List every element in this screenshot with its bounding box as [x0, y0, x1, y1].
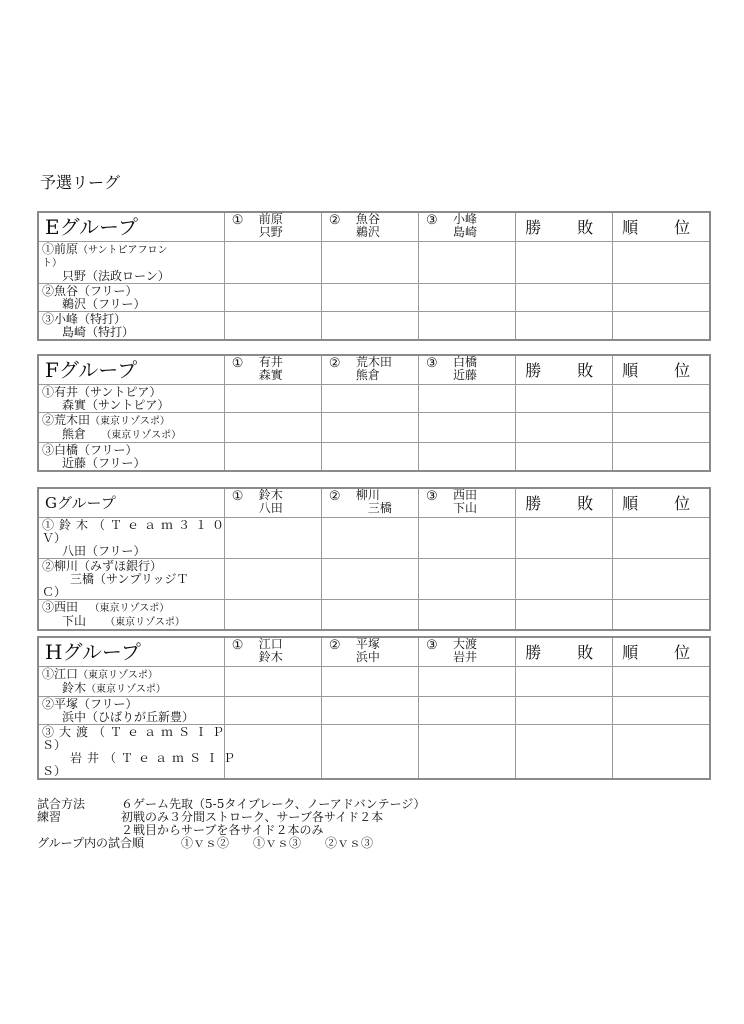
group-e-opponent-1 [224, 212, 321, 242]
score-cell[interactable] [224, 385, 321, 413]
opponent-name-1: 西田 [453, 488, 478, 502]
score-cell[interactable] [224, 559, 321, 600]
group-f-header-row [38, 355, 710, 385]
player-name: ②荒木田 [42, 413, 91, 427]
opponent-name-1: 平塚 [355, 637, 380, 651]
opponent-name-2: 下山 [453, 501, 478, 515]
match-method-label: 試合方法 [37, 797, 86, 811]
player-line: Ｃ） [42, 585, 67, 599]
score-cell[interactable] [613, 413, 710, 443]
player-line: 只野（法政ローン） [62, 269, 170, 283]
player-row [38, 518, 710, 559]
opponent-name-1: 大渡 [453, 637, 478, 651]
score-cell[interactable] [224, 242, 321, 284]
rank-header: 順 位 [613, 488, 710, 518]
rules-notes [37, 798, 425, 850]
score-cell[interactable] [224, 443, 321, 472]
opponent-name-2: 岩井 [453, 650, 478, 664]
player-line [42, 428, 222, 442]
score-cell[interactable] [516, 559, 613, 600]
score-cell[interactable] [516, 600, 613, 631]
score-cell[interactable] [516, 413, 613, 443]
score-cell[interactable] [419, 600, 516, 631]
group-h-name: Hグループ [38, 637, 224, 667]
group-e-opponent-3 [419, 212, 516, 242]
player-cell [38, 242, 224, 284]
player-line: ①有井（サントピア） [42, 385, 162, 399]
opponent-number: ① [231, 356, 244, 371]
player-club: （東京リゾスポ） [105, 617, 185, 628]
opponent-number: ② [328, 638, 341, 653]
group-g-header-row [38, 488, 710, 518]
opponent-name-1: 鈴木 [258, 488, 283, 502]
opponent-name-1: 有井 [258, 355, 283, 369]
score-cell[interactable] [224, 600, 321, 631]
wins-losses-header: 勝 敗 [516, 637, 613, 667]
player-line: 鵜沢（フリー） [62, 297, 146, 311]
wins-losses-header: 勝 敗 [516, 488, 613, 518]
practice-value: 初戦のみ３分間ストローク、サーブ各サイド２本 [121, 810, 384, 824]
player-line: ②平塚（フリー） [42, 697, 138, 711]
player-line: ③小峰（特打） [42, 312, 127, 326]
group-e-header-row [38, 212, 710, 242]
player-name: 熊倉 [62, 427, 87, 441]
group-g-opponent-1 [224, 488, 321, 518]
rank-header: 順 位 [613, 212, 710, 242]
group-h-header-row [38, 637, 710, 667]
score-cell[interactable] [613, 518, 710, 559]
score-cell[interactable] [613, 443, 710, 472]
score-cell[interactable] [613, 312, 710, 341]
group-e-name: Eグループ [38, 212, 224, 242]
player-cell [38, 725, 241, 780]
player-cell [38, 518, 230, 559]
player-row [38, 312, 710, 341]
player-line: ①鈴木（Ｔｅａｍ３１０ [42, 518, 230, 532]
score-cell[interactable] [321, 725, 418, 780]
score-cell[interactable] [321, 559, 418, 600]
opponent-number: ② [328, 213, 341, 228]
score-cell[interactable] [224, 518, 321, 559]
rank-header: 順 位 [613, 355, 710, 385]
player-club: （東京リゾスポ） [101, 430, 182, 441]
score-cell[interactable] [224, 413, 321, 443]
player-line: ①前原（サントピアフロン [42, 242, 168, 256]
score-cell[interactable] [613, 725, 710, 780]
score-cell[interactable] [321, 242, 418, 284]
group-f-table [37, 354, 711, 472]
player-line: ②魚谷（フリー） [42, 284, 138, 298]
group-h-opponent-1 [224, 637, 321, 667]
opponent-name-2: 只野 [258, 225, 283, 239]
player-line [42, 601, 222, 615]
practice-value-2: ２戦目からサーブを各サイド２本のみ [121, 823, 324, 837]
page-title: 予選リーグ [40, 173, 121, 192]
group-e-opponent-2 [321, 212, 418, 242]
score-cell[interactable] [321, 697, 418, 725]
score-cell[interactable] [321, 600, 418, 631]
player-cell [38, 600, 224, 631]
score-cell[interactable] [613, 242, 710, 284]
player-row [38, 697, 710, 725]
player-line: 島崎（特打） [62, 325, 135, 339]
wins-losses-header: 勝 敗 [516, 355, 613, 385]
player-line [42, 615, 222, 629]
player-line: ③大渡（ＴｅａｍＳＩＰ [42, 725, 230, 739]
score-cell[interactable] [224, 284, 321, 312]
practice-label: 練習 [37, 810, 62, 824]
opponent-name-2: 熊倉 [355, 368, 380, 382]
player-line: ②柳川（みずほ銀行） [42, 559, 163, 573]
player-cell [38, 385, 224, 413]
player-line: Ｓ） [42, 764, 67, 778]
score-cell[interactable] [516, 284, 613, 312]
player-cell [38, 667, 224, 697]
score-cell[interactable] [321, 312, 418, 341]
player-name: ①江口 [42, 667, 79, 681]
player-line [42, 682, 222, 696]
opponent-name-1: 荒木田 [355, 355, 392, 369]
score-cell[interactable] [516, 242, 613, 284]
opponent-number: ① [231, 213, 244, 228]
score-cell[interactable] [321, 385, 418, 413]
opponent-number: ① [231, 489, 244, 504]
opponent-name-2: 森實 [258, 368, 283, 382]
player-line: 森實（サントピア） [62, 398, 170, 412]
score-cell[interactable] [419, 385, 516, 413]
score-cell[interactable] [419, 559, 516, 600]
score-cell[interactable] [516, 518, 613, 559]
player-line: ③白橋（フリー） [42, 443, 138, 457]
score-cell[interactable] [613, 667, 710, 697]
player-row [38, 725, 710, 780]
player-name: 鈴木 [62, 681, 87, 695]
score-cell[interactable] [613, 284, 710, 312]
score-cell[interactable] [419, 518, 516, 559]
score-cell[interactable] [516, 725, 613, 780]
score-cell[interactable] [516, 443, 613, 472]
player-line: ト） [42, 258, 62, 269]
group-h-table [37, 636, 711, 780]
score-cell[interactable] [613, 600, 710, 631]
player-cell [38, 697, 224, 725]
opponent-name-1: 小峰 [453, 212, 478, 226]
group-h-opponent-2 [321, 637, 418, 667]
opponent-number: ② [328, 356, 341, 371]
score-cell[interactable] [224, 697, 321, 725]
opponent-number: ③ [426, 356, 438, 371]
score-cell[interactable] [321, 284, 418, 312]
opponent-name-2: 近藤 [453, 368, 478, 382]
score-cell[interactable] [224, 312, 321, 341]
player-club: （東京リゾスポ） [89, 603, 170, 614]
player-line: Ｓ） [42, 738, 67, 752]
group-g-opponent-2 [321, 488, 418, 518]
opponent-name-2: 鈴木 [258, 650, 283, 664]
player-row [38, 667, 710, 697]
score-cell[interactable] [419, 413, 516, 443]
group-h-opponent-3 [419, 637, 516, 667]
score-cell[interactable] [321, 667, 418, 697]
player-line [42, 668, 222, 682]
player-row [38, 443, 710, 472]
score-cell[interactable] [516, 667, 613, 697]
group-g-opponent-3 [419, 488, 516, 518]
player-club: （東京リゾスポ） [86, 684, 166, 695]
opponent-name-1: 柳川 [355, 488, 380, 502]
player-cell [38, 559, 224, 600]
score-cell[interactable] [419, 242, 516, 284]
group-f-opponent-2 [321, 355, 418, 385]
score-cell[interactable] [613, 697, 710, 725]
score-cell[interactable] [321, 443, 418, 472]
score-cell[interactable] [321, 413, 418, 443]
opponent-name-2: 鵜沢 [355, 225, 380, 239]
score-cell[interactable] [516, 385, 613, 413]
score-cell[interactable] [613, 559, 710, 600]
player-name: 下山 [62, 614, 87, 628]
player-line: 近藤（フリー） [62, 456, 146, 470]
match-order-value: ①ｖｓ② ①ｖｓ③ ②ｖｓ③ [181, 836, 374, 850]
score-cell[interactable] [516, 312, 613, 341]
player-line: 岩井（ＴｅａｍＳＩＰ [70, 751, 241, 765]
group-f-opponent-1 [224, 355, 321, 385]
opponent-number: ③ [426, 489, 438, 504]
opponent-number: ② [328, 489, 341, 504]
player-club: （東京リゾスポ） [90, 416, 170, 427]
group-f-name: Fグループ [38, 355, 224, 385]
player-line: 三橋（サンプリッジＴ [70, 572, 189, 586]
group-e-table [37, 211, 711, 341]
opponent-name-1: 白橋 [453, 355, 478, 369]
group-g-name: Gグループ [38, 488, 224, 518]
opponent-name-2: 八田 [258, 501, 283, 515]
score-cell[interactable] [516, 697, 613, 725]
score-cell[interactable] [419, 443, 516, 472]
player-row [38, 413, 710, 443]
opponent-name-2: 浜中 [355, 650, 380, 664]
player-name: ③西田 [42, 600, 79, 614]
score-cell[interactable] [419, 725, 516, 780]
player-row [38, 600, 710, 631]
group-g-table [37, 487, 711, 631]
player-cell [38, 413, 224, 443]
player-row [38, 385, 710, 413]
player-row [38, 242, 710, 284]
opponent-number: ③ [426, 213, 438, 228]
match-order-label: グループ内の試合順 [37, 836, 145, 850]
player-cell [38, 443, 224, 472]
player-line: 八田（フリー） [62, 544, 146, 558]
score-cell[interactable] [321, 518, 418, 559]
opponent-name-2: 三橋 [367, 501, 392, 515]
player-cell [38, 312, 224, 341]
opponent-name-1: 前原 [258, 212, 283, 226]
player-row [38, 284, 710, 312]
player-line: Ｖ） [42, 531, 67, 545]
score-cell[interactable] [419, 284, 516, 312]
opponent-name-1: 江口 [258, 637, 283, 651]
player-club: （東京リゾスポ） [78, 670, 158, 681]
opponent-number: ③ [426, 638, 438, 653]
score-cell[interactable] [419, 697, 516, 725]
rank-header: 順 位 [613, 637, 710, 667]
score-cell[interactable] [419, 667, 516, 697]
player-cell [38, 284, 224, 312]
match-order-row [37, 837, 425, 850]
score-cell[interactable] [419, 312, 516, 341]
opponent-name-1: 魚谷 [355, 212, 380, 226]
group-f-opponent-3 [419, 355, 516, 385]
wins-losses-header: 勝 敗 [516, 212, 613, 242]
match-method-value: ６ゲーム先取（5-5タイブレーク、ノーアドバンテージ） [121, 797, 426, 811]
score-cell[interactable] [613, 385, 710, 413]
opponent-number: ① [231, 638, 244, 653]
opponent-name-2: 島崎 [453, 225, 478, 239]
player-row [38, 559, 710, 600]
player-line: 浜中（ひばりが丘新豊） [62, 710, 195, 724]
score-cell[interactable] [224, 667, 321, 697]
player-line [42, 414, 222, 428]
